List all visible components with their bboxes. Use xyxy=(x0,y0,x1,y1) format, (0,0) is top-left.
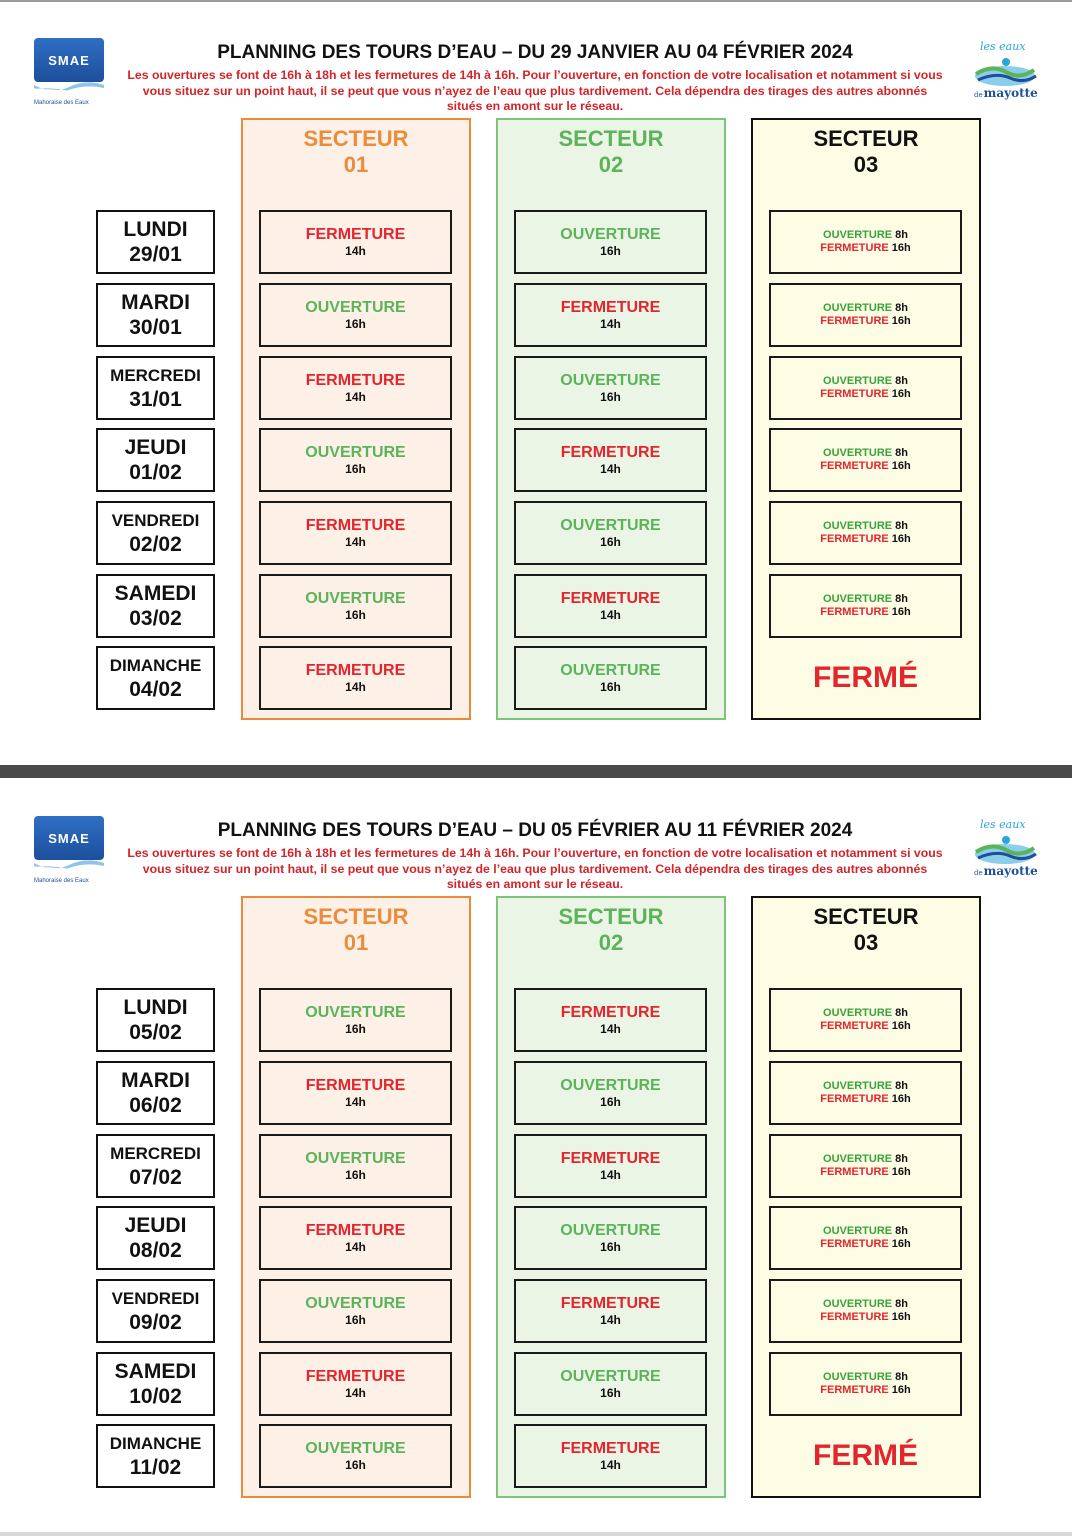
water-action: OUVERTURE xyxy=(560,1076,661,1094)
section-divider xyxy=(0,765,1072,778)
water-action: OUVERTURE xyxy=(305,589,406,607)
water-action: OUVERTURE xyxy=(305,1149,406,1167)
action-time: 16h xyxy=(600,534,621,549)
day-name: LUNDI xyxy=(123,995,188,1019)
open-label: OUVERTURE xyxy=(823,1225,893,1237)
sector-1-cell xyxy=(259,283,452,347)
day-date: 29/01 xyxy=(129,242,182,266)
action-time: 14h xyxy=(600,1021,621,1036)
sector-3-cell xyxy=(769,283,962,347)
water-action: FERMETURE xyxy=(560,298,661,316)
water-action: FERMETURE xyxy=(305,225,406,243)
day-date: 30/01 xyxy=(129,315,182,339)
open-time: 8h xyxy=(895,1298,908,1310)
sector-1-cell xyxy=(259,1134,452,1198)
water-action: OUVERTURE xyxy=(560,1367,661,1385)
sector-label: SECTEUR xyxy=(303,904,409,929)
action-time: 16h xyxy=(345,1167,366,1182)
open-time: 8h xyxy=(895,229,908,241)
open-time: 8h xyxy=(895,1153,908,1165)
day-label-jeudi xyxy=(96,1206,215,1270)
close-time: 16h xyxy=(891,1238,911,1250)
day-label-mardi xyxy=(96,1061,215,1125)
sector-label: SECTEUR xyxy=(813,904,919,929)
sector-2-cell xyxy=(514,1061,707,1125)
day-date: 02/02 xyxy=(129,532,182,556)
sector-2-cell xyxy=(514,574,707,638)
sector-3-open-line xyxy=(823,375,908,388)
sector-2-cell xyxy=(514,1206,707,1270)
logo-mayotte-word: mayotte xyxy=(983,86,1038,100)
open-label: OUVERTURE xyxy=(823,1153,893,1165)
sector-2-cell xyxy=(514,1352,707,1416)
water-action: OUVERTURE xyxy=(305,1294,406,1312)
sector-1-cell xyxy=(259,1206,452,1270)
sector-2-cell xyxy=(514,428,707,492)
sector-1-cell xyxy=(259,210,452,274)
sector-3-cell xyxy=(769,356,962,420)
open-label: OUVERTURE xyxy=(823,447,893,459)
sector-3-close-line xyxy=(820,1166,910,1179)
day-name: LUNDI xyxy=(123,217,188,241)
open-label: OUVERTURE xyxy=(823,1371,893,1383)
sector-number: 03 xyxy=(853,152,879,177)
sector-label: SECTEUR xyxy=(558,126,664,151)
water-action: OUVERTURE xyxy=(560,371,661,389)
action-time: 14h xyxy=(600,1312,621,1327)
open-label: OUVERTURE xyxy=(823,302,893,314)
sector-number: 02 xyxy=(598,930,624,955)
close-label: FERMETURE xyxy=(820,1311,889,1323)
close-label: FERMETURE xyxy=(820,315,889,327)
sector-3-open-line xyxy=(823,1080,908,1093)
day-label-vendredi xyxy=(96,1279,215,1343)
smae-logo-subtitle: Mahoraise des Eaux xyxy=(34,878,89,884)
sector-1-cell xyxy=(259,988,452,1052)
sector-2-header xyxy=(498,126,724,178)
day-date: 04/02 xyxy=(129,677,182,701)
day-date: 01/02 xyxy=(129,460,182,484)
open-time: 8h xyxy=(895,1080,908,1092)
close-time: 16h xyxy=(891,1166,911,1178)
sector-3-cell xyxy=(769,428,962,492)
day-date: 11/02 xyxy=(129,1455,182,1479)
sector-3-close-line xyxy=(820,1311,910,1324)
action-time: 16h xyxy=(600,243,621,258)
sector-3-close-line xyxy=(820,242,910,255)
action-time: 14h xyxy=(600,1167,621,1182)
sector-3-open-line xyxy=(823,302,908,315)
open-label: OUVERTURE xyxy=(823,520,893,532)
action-time: 14h xyxy=(345,243,366,258)
water-action: OUVERTURE xyxy=(560,661,661,679)
day-name: MARDI xyxy=(121,1068,190,1092)
day-name: SAMEDI xyxy=(114,581,197,605)
sector-3-cell xyxy=(769,501,962,565)
sector-3-cell xyxy=(769,1061,962,1125)
action-time: 16h xyxy=(345,1021,366,1036)
sector-3-close-line xyxy=(820,533,910,546)
logo-les-eaux: les eaux xyxy=(980,40,1026,53)
day-name: DIMANCHE xyxy=(109,1433,202,1453)
open-label: OUVERTURE xyxy=(823,375,893,387)
action-time: 16h xyxy=(600,1094,621,1109)
sector-number: 03 xyxy=(853,930,879,955)
water-action: FERMETURE xyxy=(560,1439,661,1457)
close-label: FERMETURE xyxy=(820,1020,889,1032)
sector-number: 02 xyxy=(598,152,624,177)
water-action: FERMETURE xyxy=(560,1003,661,1021)
sector-1-cell xyxy=(259,501,452,565)
sector-1-cell xyxy=(259,1424,452,1488)
sector-3-close-line xyxy=(820,606,910,619)
sector-3-close-line xyxy=(820,315,910,328)
logo-les-eaux: les eaux xyxy=(980,818,1026,831)
close-label: FERMETURE xyxy=(820,533,889,545)
action-time: 16h xyxy=(345,607,366,622)
sector-3-open-line xyxy=(823,1371,908,1384)
sector-3-open-line xyxy=(823,1298,908,1311)
sector-3-header xyxy=(753,904,979,956)
sector-1-cell xyxy=(259,356,452,420)
sector-3-cell xyxy=(769,1134,962,1198)
sector-2-cell xyxy=(514,210,707,274)
action-time: 16h xyxy=(345,1312,366,1327)
schedule-note: Les ouvertures se font de 16h à 18h et les fermetures de 14h à 16h. Pour l’ouverture, en fonction de votre localisation et notamment si vous vous situez sur un point haut, il se peut que vous n’ayez de l’eau que plus tardivement. Cela dépendra des tirages des autres abonnés situés en amont sur le réseau. xyxy=(127,68,943,113)
close-time: 16h xyxy=(891,388,911,400)
sector-2-cell xyxy=(514,283,707,347)
close-label: FERMETURE xyxy=(820,1238,889,1250)
water-action: FERMETURE xyxy=(560,443,661,461)
action-time: 16h xyxy=(345,461,366,476)
water-action: FERMETURE xyxy=(305,661,406,679)
sector-2-cell xyxy=(514,988,707,1052)
bottom-border xyxy=(0,1532,1072,1536)
sector-1-cell xyxy=(259,1061,452,1125)
smae-logo xyxy=(34,38,104,118)
eaux-de-mayotte-logo xyxy=(970,40,1040,110)
sector-1-header xyxy=(243,904,469,956)
close-label: FERMETURE xyxy=(820,388,889,400)
day-label-jeudi xyxy=(96,428,215,492)
sector-3-close-line xyxy=(820,388,910,401)
sector-3-open-line xyxy=(823,447,908,460)
day-label-lundi xyxy=(96,988,215,1052)
action-time: 14h xyxy=(345,1094,366,1109)
sector-3-closed: FERMÉ xyxy=(813,661,918,694)
open-time: 8h xyxy=(895,375,908,387)
water-action: FERMETURE xyxy=(305,1076,406,1094)
water-action: FERMETURE xyxy=(305,516,406,534)
action-time: 14h xyxy=(600,461,621,476)
day-name: MERCREDI xyxy=(110,1143,201,1163)
sector-2-cell xyxy=(514,1279,707,1343)
smae-logo-text: SMAE xyxy=(34,38,104,82)
water-action: FERMETURE xyxy=(560,1294,661,1312)
close-time: 16h xyxy=(891,606,911,618)
day-date: 08/02 xyxy=(129,1238,182,1262)
close-label: FERMETURE xyxy=(820,242,889,254)
water-action: OUVERTURE xyxy=(305,443,406,461)
action-time: 14h xyxy=(600,607,621,622)
eaux-de-mayotte-logo xyxy=(970,818,1040,888)
close-time: 16h xyxy=(891,1093,911,1105)
open-label: OUVERTURE xyxy=(823,593,893,605)
sector-2-cell xyxy=(514,646,707,710)
open-time: 8h xyxy=(895,520,908,532)
sector-3-open-line xyxy=(823,1007,908,1020)
water-action: OUVERTURE xyxy=(560,516,661,534)
sector-1-cell xyxy=(259,1352,452,1416)
action-time: 14h xyxy=(600,1457,621,1472)
water-action: FERMETURE xyxy=(305,1367,406,1385)
smae-logo-subtitle: Mahoraise des Eaux xyxy=(34,100,89,106)
sector-number: 01 xyxy=(343,930,369,955)
smae-wave-icon xyxy=(34,79,104,95)
open-time: 8h xyxy=(895,1225,908,1237)
sector-3-cell xyxy=(769,574,962,638)
schedule-title: PLANNING DES TOURS D’EAU – DU 29 JANVIER AU 04 FÉVRIER 2024 xyxy=(217,42,853,63)
close-label: FERMETURE xyxy=(820,460,889,472)
day-date: 03/02 xyxy=(129,606,182,630)
action-time: 16h xyxy=(600,1385,621,1400)
water-action: OUVERTURE xyxy=(305,1439,406,1457)
close-time: 16h xyxy=(891,1020,911,1032)
day-date: 09/02 xyxy=(129,1310,182,1334)
close-time: 16h xyxy=(891,315,911,327)
close-time: 16h xyxy=(891,533,911,545)
sector-1-header xyxy=(243,126,469,178)
schedule-week-1 xyxy=(0,0,1072,720)
logo-mayotte-name xyxy=(974,86,1038,100)
day-label-mercredi xyxy=(96,356,215,420)
open-time: 8h xyxy=(895,447,908,459)
water-action: FERMETURE xyxy=(305,371,406,389)
sector-3-cell xyxy=(769,1279,962,1343)
day-label-mardi xyxy=(96,283,215,347)
day-name: VENDREDI xyxy=(111,1288,200,1308)
day-label-dimanche xyxy=(96,1424,215,1488)
sector-number: 01 xyxy=(343,152,369,177)
open-label: OUVERTURE xyxy=(823,1007,893,1019)
open-time: 8h xyxy=(895,1371,908,1383)
sector-2-header xyxy=(498,904,724,956)
action-time: 14h xyxy=(345,534,366,549)
close-label: FERMETURE xyxy=(820,1166,889,1178)
day-date: 10/02 xyxy=(129,1384,182,1408)
water-wave-icon xyxy=(972,832,1038,866)
close-label: FERMETURE xyxy=(820,1093,889,1105)
sector-3-close-line xyxy=(820,1020,910,1033)
logo-de: de xyxy=(974,869,983,877)
close-label: FERMETURE xyxy=(820,606,889,618)
sector-1-cell xyxy=(259,428,452,492)
sector-3-closed: FERMÉ xyxy=(813,1439,918,1472)
action-time: 14h xyxy=(345,679,366,694)
sector-label: SECTEUR xyxy=(813,126,919,151)
sector-label: SECTEUR xyxy=(558,904,664,929)
logo-mayotte-name xyxy=(974,864,1038,878)
action-time: 16h xyxy=(600,389,621,404)
water-action: OUVERTURE xyxy=(305,1003,406,1021)
sector-3-cell xyxy=(769,988,962,1052)
action-time: 16h xyxy=(600,679,621,694)
action-time: 14h xyxy=(345,1385,366,1400)
sector-3-open-line xyxy=(823,593,908,606)
sector-3-close-line xyxy=(820,460,910,473)
day-date: 31/01 xyxy=(129,387,182,411)
day-name: VENDREDI xyxy=(111,510,200,530)
sector-3-cell xyxy=(769,1206,962,1270)
open-time: 8h xyxy=(895,1007,908,1019)
open-time: 8h xyxy=(895,302,908,314)
close-time: 16h xyxy=(891,460,911,472)
sector-3-cell xyxy=(769,1352,962,1416)
open-time: 8h xyxy=(895,593,908,605)
sector-1-cell xyxy=(259,646,452,710)
smae-wave-icon xyxy=(34,857,104,873)
day-label-mercredi xyxy=(96,1134,215,1198)
water-action: FERMETURE xyxy=(560,1149,661,1167)
sector-2-cell xyxy=(514,1424,707,1488)
sector-3-open-line xyxy=(823,229,908,242)
logo-de: de xyxy=(974,91,983,99)
action-time: 16h xyxy=(600,1239,621,1254)
day-label-lundi xyxy=(96,210,215,274)
action-time: 16h xyxy=(345,316,366,331)
sector-3-header xyxy=(753,126,979,178)
sector-2-cell xyxy=(514,501,707,565)
day-label-samedi xyxy=(96,1352,215,1416)
day-date: 07/02 xyxy=(129,1165,182,1189)
water-action: OUVERTURE xyxy=(560,1221,661,1239)
close-time: 16h xyxy=(891,242,911,254)
day-label-samedi xyxy=(96,574,215,638)
action-time: 16h xyxy=(345,1457,366,1472)
water-action: FERMETURE xyxy=(305,1221,406,1239)
schedule-title: PLANNING DES TOURS D’EAU – DU 05 FÉVRIER AU 11 FÉVRIER 2024 xyxy=(217,820,853,841)
open-label: OUVERTURE xyxy=(823,1298,893,1310)
action-time: 14h xyxy=(345,389,366,404)
day-name: JEUDI xyxy=(124,435,187,459)
day-label-vendredi xyxy=(96,501,215,565)
logo-mayotte-word: mayotte xyxy=(983,864,1038,878)
day-name: DIMANCHE xyxy=(109,655,202,675)
smae-logo xyxy=(34,816,104,896)
sector-label: SECTEUR xyxy=(303,126,409,151)
water-action: OUVERTURE xyxy=(560,225,661,243)
action-time: 14h xyxy=(345,1239,366,1254)
day-name: SAMEDI xyxy=(114,1359,197,1383)
sector-3-open-line xyxy=(823,1153,908,1166)
day-date: 06/02 xyxy=(129,1093,182,1117)
sector-3-open-line xyxy=(823,520,908,533)
open-label: OUVERTURE xyxy=(823,1080,893,1092)
sector-3-open-line xyxy=(823,1225,908,1238)
water-action: FERMETURE xyxy=(560,589,661,607)
close-label: FERMETURE xyxy=(820,1384,889,1396)
sector-3-close-line xyxy=(820,1238,910,1251)
smae-logo-text: SMAE xyxy=(34,816,104,860)
day-label-dimanche xyxy=(96,646,215,710)
day-name: MERCREDI xyxy=(110,365,201,385)
sector-3-close-line xyxy=(820,1093,910,1106)
sector-1-cell xyxy=(259,574,452,638)
sector-1-cell xyxy=(259,1279,452,1343)
sector-3-close-line xyxy=(820,1384,910,1397)
water-action: OUVERTURE xyxy=(305,298,406,316)
day-date: 05/02 xyxy=(129,1020,182,1044)
day-name: MARDI xyxy=(121,290,190,314)
open-label: OUVERTURE xyxy=(823,229,893,241)
sector-3-cell xyxy=(769,210,962,274)
schedule-week-2 xyxy=(0,778,1072,1498)
close-time: 16h xyxy=(891,1311,911,1323)
sector-2-cell xyxy=(514,356,707,420)
close-time: 16h xyxy=(891,1384,911,1396)
day-name: JEUDI xyxy=(124,1213,187,1237)
schedule-note: Les ouvertures se font de 16h à 18h et les fermetures de 14h à 16h. Pour l’ouverture, en fonction de votre localisation et notamment si vous vous situez sur un point haut, il se peut que vous n’ayez de l’eau que plus tardivement. Cela dépendra des tirages des autres abonnés situés en amont sur le réseau. xyxy=(127,846,943,891)
water-wave-icon xyxy=(972,54,1038,88)
action-time: 14h xyxy=(600,316,621,331)
sector-2-cell xyxy=(514,1134,707,1198)
